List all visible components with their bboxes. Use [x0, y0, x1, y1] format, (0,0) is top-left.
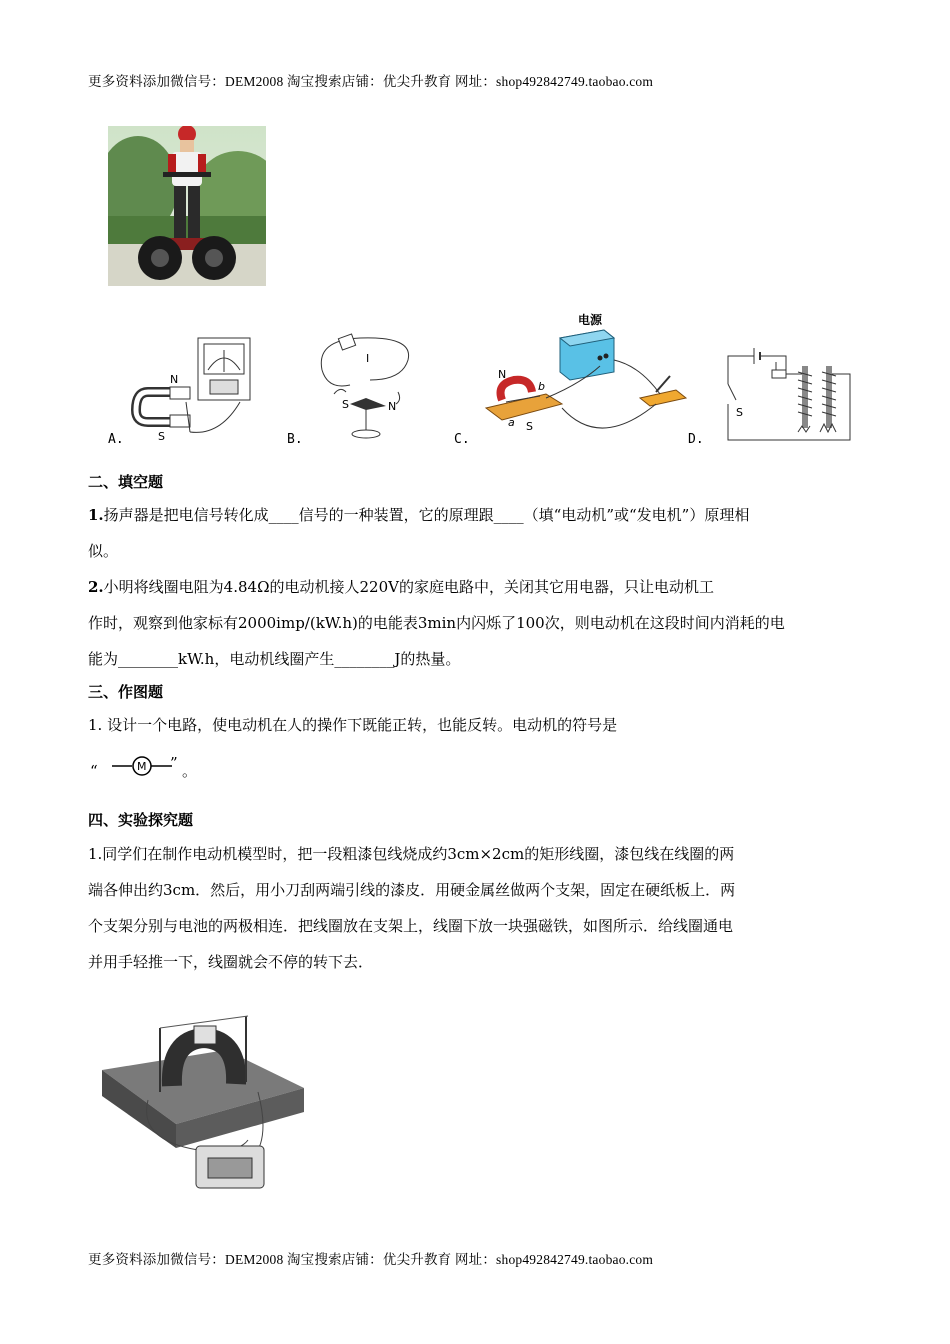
q1-line1: 扬声器是把电信号转化成____信号的一种装置，它的原理跟____（填“电动机”或“发电机”）原理相	[103, 506, 750, 524]
option-d-label: D.	[688, 432, 704, 447]
label-s-c: S	[526, 420, 533, 433]
page-header: 更多资料添加微信号：DEM2008 淘宝搜索店铺：优尖升教育 网址：shop492842749.taobao.com	[88, 74, 654, 89]
section-experiment-title: 四、实验探究题	[88, 811, 194, 829]
label-a: a	[508, 416, 515, 429]
q2-line2: 作时，观察到他家标有2000imp/(kW.h)的电能表3min内闪烁了100次，则电动机在这段时间内消耗的电	[88, 614, 785, 632]
label-s: S	[158, 430, 165, 443]
q1-number: 1.	[88, 506, 104, 524]
label-s-b: S	[342, 398, 349, 411]
label-n-c: N	[498, 368, 507, 381]
option-b-label: B.	[287, 432, 303, 447]
label-i: I	[366, 352, 370, 365]
option-d-diagram	[720, 344, 860, 444]
option-a-diagram	[130, 332, 260, 444]
fill-question-1	[88, 497, 868, 569]
option-c-label: C.	[454, 432, 470, 447]
motor-letter: M	[137, 760, 147, 773]
q1-line2: 似。	[88, 542, 119, 560]
quote-close: ”	[170, 754, 178, 772]
exp-q1-line4: 并用手轻推一下，线圈就会不停的转下去．	[88, 953, 374, 971]
label-n-b: N	[388, 400, 397, 413]
draw-q1-line1: 1. 设计一个电路，使电动机在人的操作下既能正转，也能反转。电动机的符号是	[88, 716, 618, 734]
section-fill-title: 二、填空题	[88, 473, 164, 491]
experiment-question-1	[88, 836, 868, 980]
exp-q1-line3: 个支架分别与电池的两极相连．把线圈放在支架上，线圈下放一块强磁铁，如图所示．给线圈通电	[88, 917, 734, 935]
period: 。	[182, 762, 198, 780]
option-a-label: A.	[108, 432, 124, 447]
label-b: b	[538, 380, 545, 393]
option-b-diagram	[310, 330, 420, 442]
draw-question-1	[88, 707, 868, 743]
q2-line1: 小明将线圈电阻为4.84Ω的电动机接人220V的家庭电路中，关闭其它用电器，只让电动机工	[103, 578, 714, 596]
label-n: N	[170, 373, 179, 386]
exp-q1-line2: 端各伸出约3cm．然后，用小刀刮两端引线的漆皮．用硬金属丝做两个支架，固定在硬纸板上．两	[88, 881, 736, 899]
quote-open: “	[90, 762, 98, 780]
exp-q1-line1: 1.同学们在制作电动机模型时，把一段粗漆包线烧成约3cm×2cm的矩形线圈，漆包线在线圈的两	[88, 845, 735, 863]
q2-line3: 能为________kW.h，电动机线圈产生________J的热量。	[88, 650, 461, 668]
segway-photo	[108, 126, 266, 286]
label-power: 电源	[578, 313, 603, 327]
fill-question-2	[88, 569, 868, 677]
section-draw-title: 三、作图题	[88, 683, 164, 701]
page-footer: 更多资料添加微信号：DEM2008 淘宝搜索店铺：优尖升教育 网址：shop492842749.taobao.com	[88, 1252, 654, 1267]
label-s-d: S	[736, 406, 743, 419]
motor-symbol-line	[90, 754, 220, 784]
option-c-diagram	[480, 308, 690, 444]
motor-model-photo	[98, 1000, 308, 1205]
q2-number: 2.	[88, 578, 104, 596]
